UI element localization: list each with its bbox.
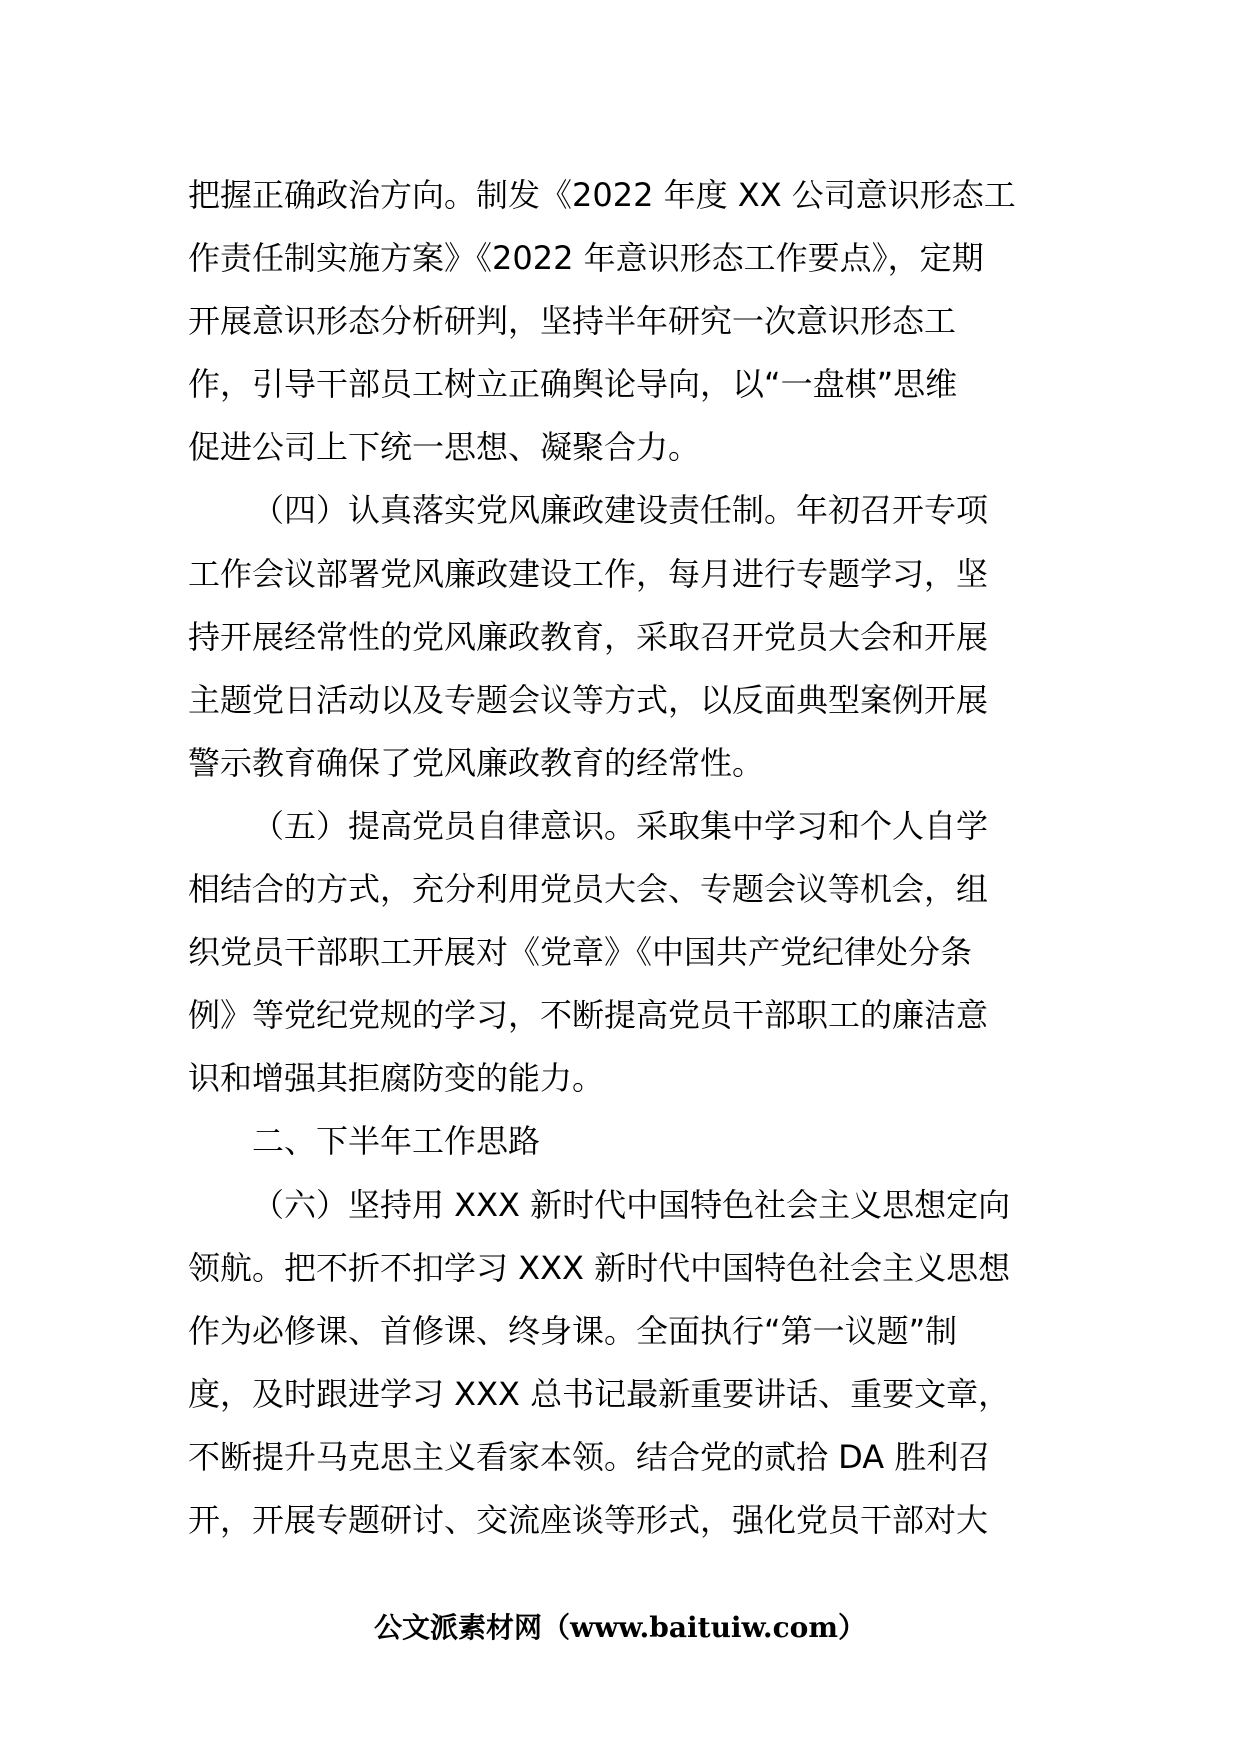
text-line: 相结合的方式，充分利用党员大会、专题会议等机会，组 [188, 870, 989, 909]
text-line: （四）认真落实党风廉政建设责任制。年初召开专项 [252, 491, 989, 530]
text-line: 促进公司上下统一思想、凝聚合力。 [188, 428, 701, 467]
text-line: 作为必修课、首修课、终身课。全面执行“第一议题”制 [188, 1311, 958, 1350]
text-line: 领航。把不折不扣学习 XXX 新时代中国特色社会主义思想 [188, 1248, 1011, 1287]
text-line: 例》等党纪党规的学习，不断提高党员干部职工的廉洁意 [188, 996, 989, 1035]
text-line: 作，引导干部员工树立正确舆论导向，以“一盘棋”思维 [188, 365, 958, 404]
text-line: 把握正确政治方向。制发《2022 年度 XX 公司意识形态工 [188, 176, 1016, 214]
document-body [188, 164, 1058, 1552]
text-line: 二、下半年工作思路 [252, 1122, 541, 1161]
text-line: 开展意识形态分析研判，坚持半年研究一次意识形态工 [188, 302, 957, 341]
text-line: 警示教育确保了党风廉政教育的经常性。 [188, 743, 765, 782]
text-line: 作责任制实施方案》《2022 年意识形态工作要点》，定期 [188, 239, 984, 278]
text-line: （五）提高党员自律意识。采取集中学习和个人自学 [252, 806, 989, 845]
text-line: 主题党日活动以及专题会议等方式，以反面典型案例开展 [188, 680, 989, 719]
text-line: 工作会议部署党风廉政建设工作，每月进行专题学习，坚 [188, 554, 989, 593]
text-line: 不断提升马克思主义看家本领。结合党的贰拾 DA 胜利召 [188, 1437, 991, 1476]
text-line: 织党员干部职工开展对《党章》《中国共产党纪律处分条 [188, 933, 973, 972]
text-line: （六）坚持用 XXX 新时代中国特色社会主义思想定向 [252, 1185, 1011, 1224]
text-line: 持开展经常性的党风廉政教育，采取召开党员大会和开展 [188, 617, 989, 656]
text-line: 识和增强其拒腐防变的能力。 [188, 1059, 605, 1098]
text-line: 度，及时跟进学习 XXX 总书记最新重要讲话、重要文章， [188, 1374, 1011, 1413]
text-line: 开，开展专题研讨、交流座谈等形式，强化党员干部对大 [188, 1500, 989, 1539]
footer-watermark: 公文派素材网（www.baituiw.com） [374, 1611, 866, 1644]
